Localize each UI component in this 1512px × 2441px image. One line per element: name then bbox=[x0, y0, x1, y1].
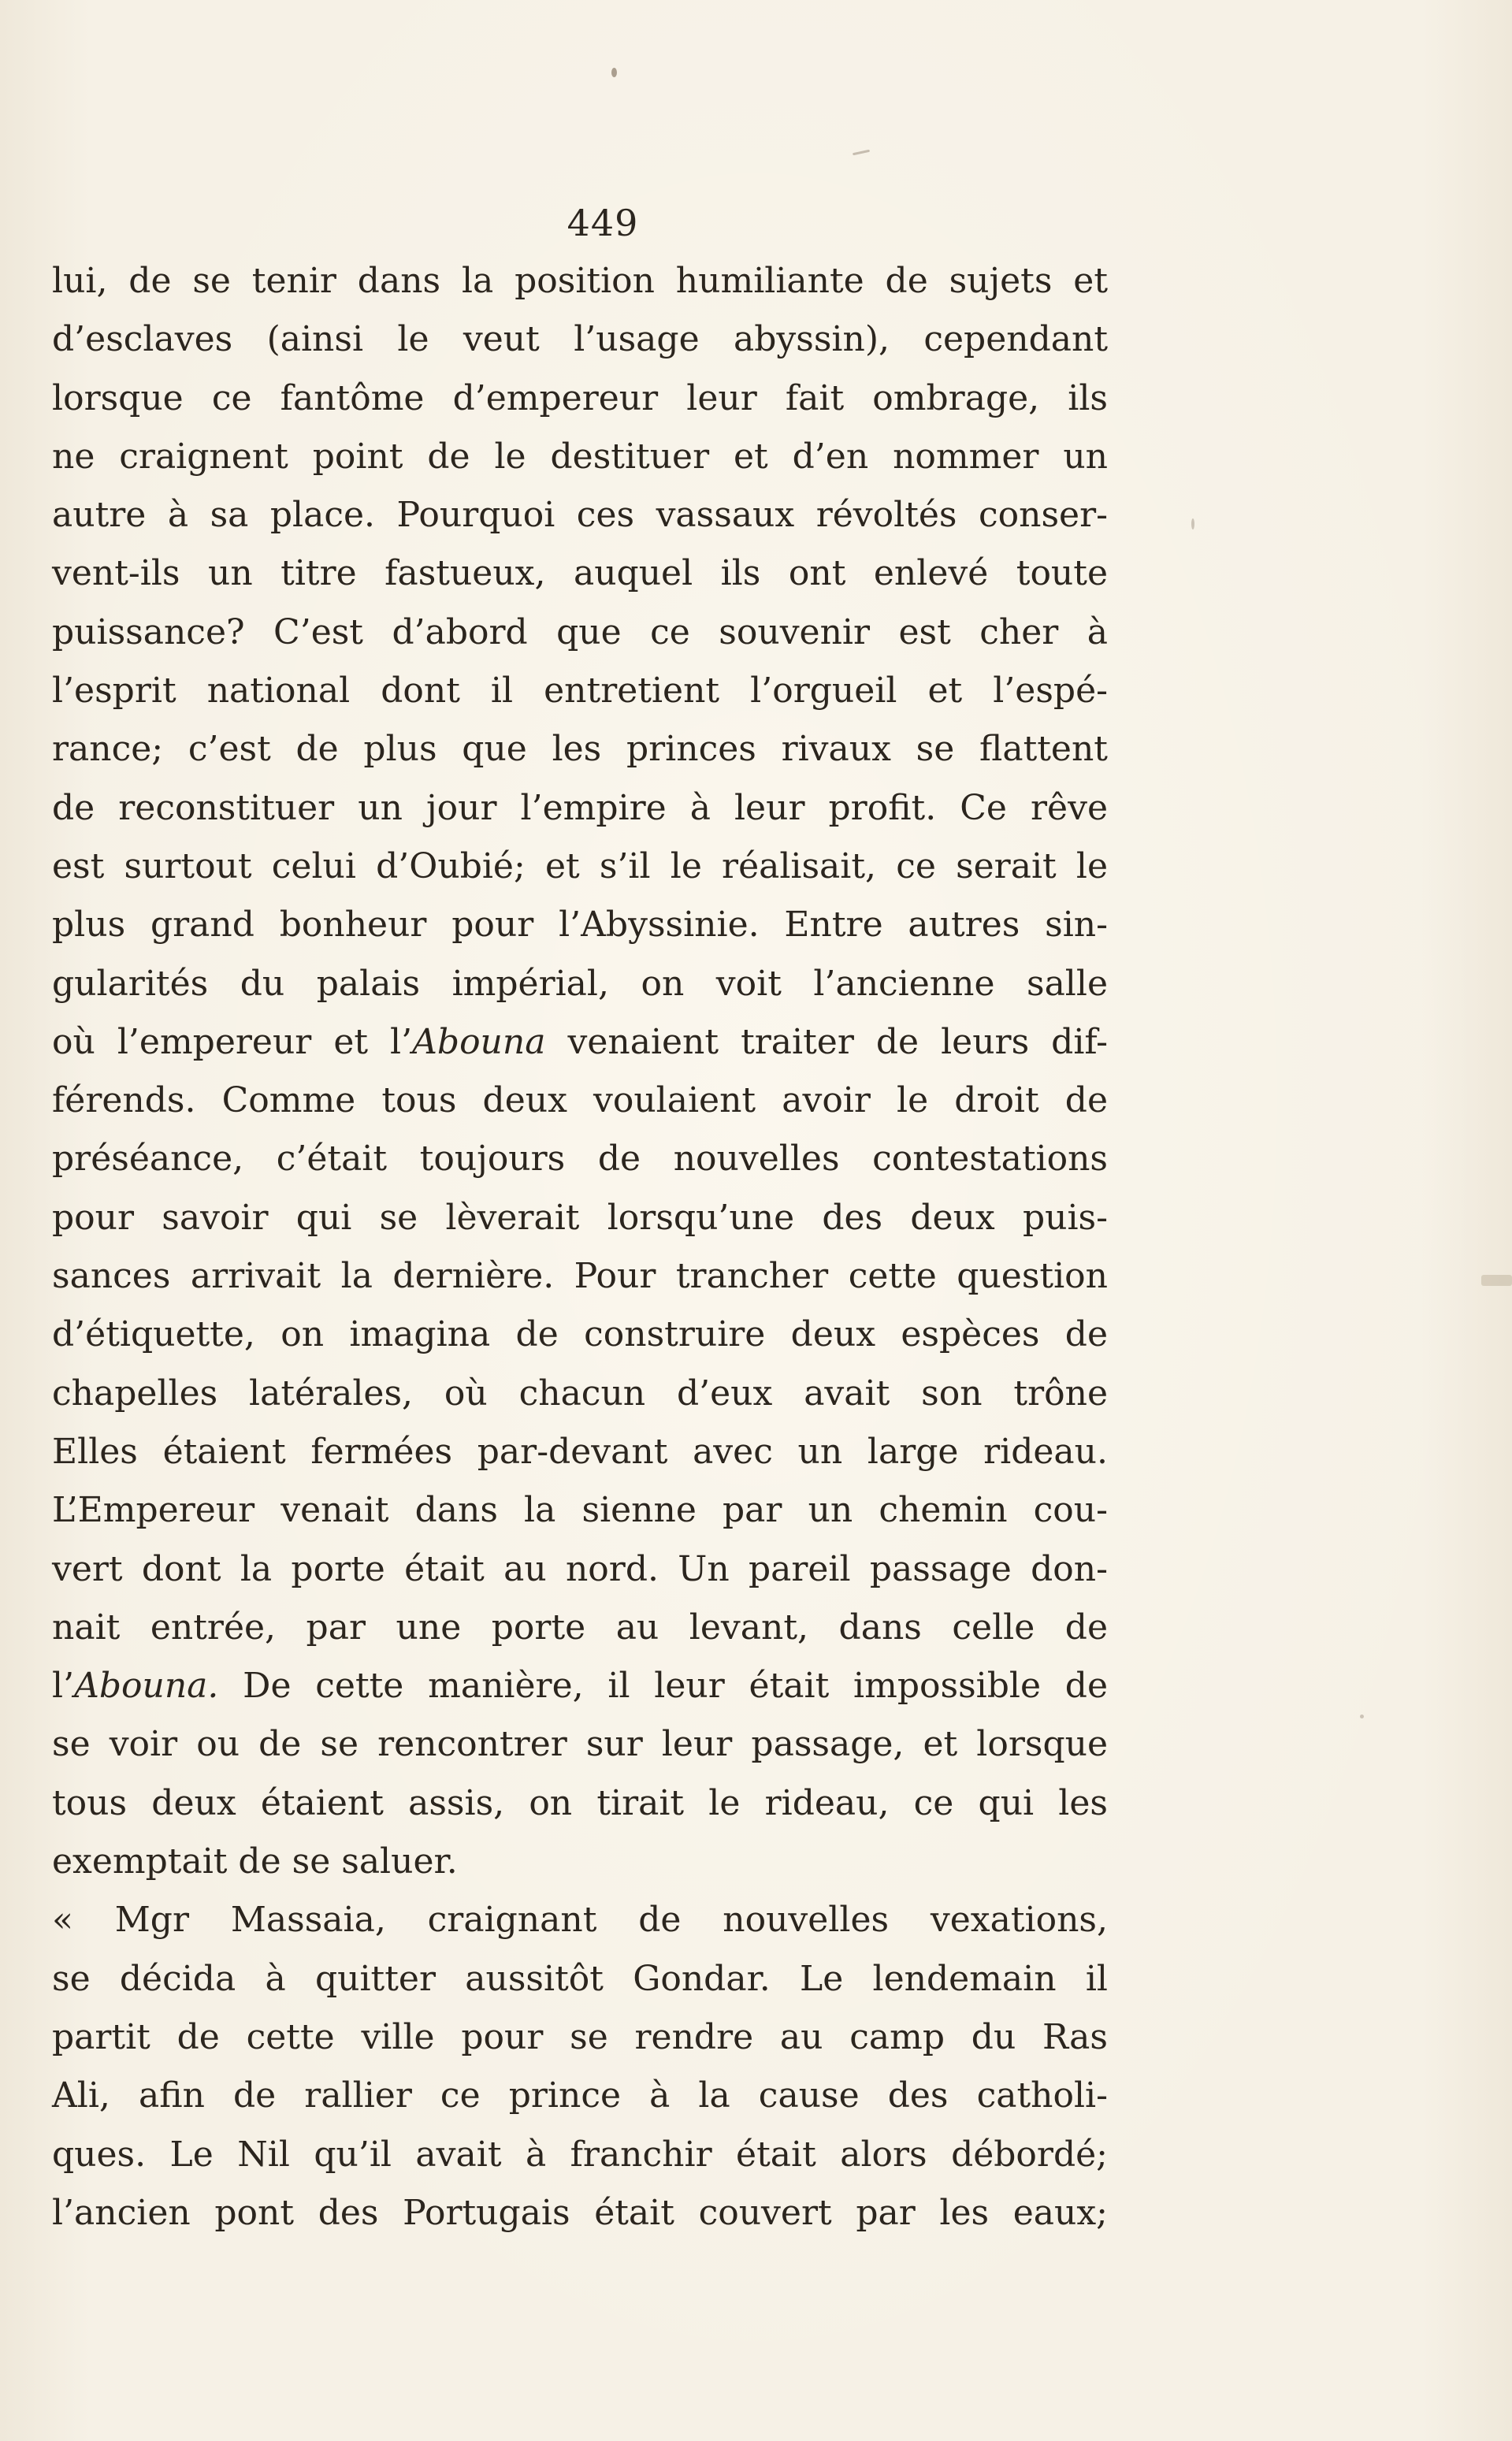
text-line: Elles étaient fermées par-devant avec un large rideau. bbox=[52, 1431, 1108, 1472]
text-line: tous deux étaient assis, on tirait le rideau, ce qui les bbox=[52, 1782, 1108, 1823]
text-line: plus grand bonheur pour l’Abyssinie. Entre autres sin- bbox=[52, 905, 1108, 946]
text-line: partit de cette ville pour se rendre au camp du Ras bbox=[52, 2016, 1108, 2057]
text-line: puissance? C’est d’abord que ce souvenir est cher à bbox=[52, 611, 1108, 652]
italic-term-abouna: Abouna bbox=[412, 1021, 546, 1062]
text-line: rance; c’est de plus que les princes rivaux se flattent bbox=[52, 729, 1108, 770]
text-line: est surtout celui d’Oubié; et s’il le réalisait, ce serait le bbox=[52, 845, 1108, 886]
text-line: vent-ils un titre fastueux, auquel ils ont enlevé toute bbox=[52, 553, 1108, 594]
text-line: l’ancien pont des Portugais était couvert par les eaux; bbox=[52, 2192, 1108, 2233]
text-fragment: où l’empereur et l’ bbox=[52, 1021, 413, 1062]
text-fragment: De cette manière, il leur était impossible de bbox=[218, 1666, 1108, 1707]
text-line: sances arrivait la dernière. Pour trancher cette question bbox=[52, 1256, 1108, 1297]
text-line: se voir ou de se rencontrer sur leur passage, et lorsque bbox=[52, 1724, 1108, 1765]
text-fragment: venaient traiter de leurs dif- bbox=[545, 1021, 1108, 1062]
text-line: lorsque ce fantôme d’empereur leur fait ombrage, ils bbox=[52, 377, 1108, 418]
text-line: nait entrée, par une porte au levant, dans celle de bbox=[52, 1607, 1108, 1648]
ink-speck bbox=[1191, 518, 1194, 529]
text-line-abouna bbox=[52, 1657, 1108, 1715]
text-line: pour savoir qui se lèverait lorsqu’une des deux puis- bbox=[52, 1197, 1108, 1238]
text-line: de reconstituer un jour l’empire à leur profit. Ce rêve bbox=[52, 787, 1108, 828]
text-line: férends. Comme tous deux voulaient avoir le droit de bbox=[52, 1080, 1108, 1121]
text-line: d’esclaves (ainsi le veut l’usage abyssin), cependant bbox=[52, 319, 1108, 360]
text-line: L’Empereur venait dans la sienne par un chemin cou- bbox=[52, 1490, 1108, 1531]
text-line: ne craignent point de le destituer et d’en nommer un bbox=[52, 436, 1108, 477]
text-line: d’étiquette, on imagina de construire deux espèces de bbox=[52, 1314, 1108, 1355]
ink-speck bbox=[1360, 1715, 1364, 1718]
text-line-paragraph-end: exemptait de se saluer. bbox=[52, 1841, 458, 1882]
ink-speck bbox=[853, 150, 870, 156]
text-line: se décida à quitter aussitôt Gondar. Le lendemain il bbox=[52, 1958, 1108, 1999]
text-line: vert dont la porte était au nord. Un pareil passage don- bbox=[52, 1548, 1108, 1589]
text-line: autre à sa place. Pourquoi ces vassaux révoltés conser- bbox=[52, 495, 1108, 536]
text-line: l’esprit national dont il entretient l’orgueil et l’espé- bbox=[52, 671, 1108, 711]
text-line: lui, de se tenir dans la position humiliante de sujets et bbox=[52, 261, 1108, 301]
text-fragment: l’ bbox=[52, 1666, 75, 1707]
text-line: préséance, c’était toujours de nouvelles contestations bbox=[52, 1139, 1108, 1180]
text-line: gularités du palais impérial, on voit l’ancienne salle bbox=[52, 963, 1108, 1004]
italic-term-abouna: Abouna. bbox=[74, 1666, 219, 1707]
paper-edge-mark bbox=[1481, 1275, 1512, 1286]
text-line: Ali, afin de rallier ce prince à la cause des catholi- bbox=[52, 2075, 1108, 2116]
text-line: « Mgr Massaia, craignant de nouvelles vexations, bbox=[52, 1900, 1108, 1941]
text-line-abouna bbox=[52, 1013, 1108, 1072]
body-text bbox=[52, 252, 1108, 2242]
text-line: ques. Le Nil qu’il avait à franchir était alors débordé; bbox=[52, 2134, 1108, 2175]
ink-speck bbox=[611, 68, 617, 77]
text-line: chapelles latérales, où chacun d’eux avait son trône bbox=[52, 1373, 1108, 1414]
page-number: 449 bbox=[567, 202, 639, 244]
